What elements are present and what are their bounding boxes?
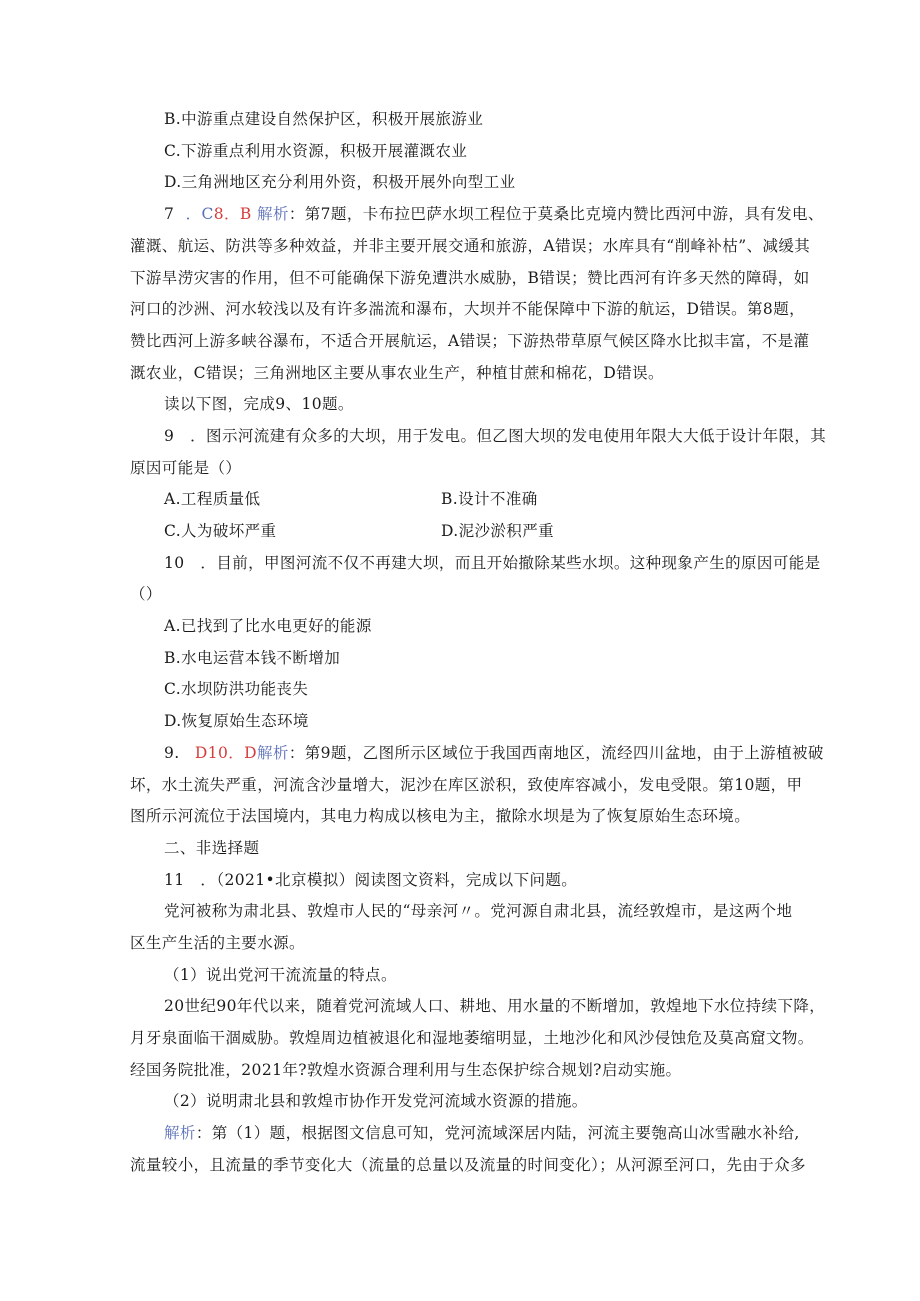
answer-9-10-key: D10．D [194, 744, 257, 762]
q9-option-b: B.设计不准确 [441, 490, 538, 508]
q11-answer-line1 [164, 1123, 800, 1143]
answer-9-10-label: 解析 [257, 744, 289, 762]
q11-subquestion-2: （2）说明肃北县和敦煌市协作开发党河流域水资源的措施。 [164, 1092, 588, 1110]
answer-7-8-line5: 赞比西河上游多峡谷瀑布，不适合开展航运，A错误；下游热带草原气候区降水比拟丰富，不是灌 [130, 332, 810, 350]
answer-7-key: ．C [185, 205, 214, 223]
q6-option-b: B.中游重点建设自然保护区，积极开展旅游业 [164, 110, 484, 128]
answer-7-8-line4: 河口的沙洲、河水较浅以及有许多湍流和瀑布，大坝并不能保障中下游的航运，D错误。第8题， [130, 300, 805, 318]
q11-subquestion-1: （1）说出党河干流流量的特点。 [164, 966, 397, 984]
answer-9-10-line1 [164, 743, 824, 763]
answer-9-10-line3: 图所示河流位于法国境内，其电力构成以核电为主，撤除水坝是为了恢复原始生态环境。 [130, 807, 751, 825]
answer-7-8-line1 [164, 204, 824, 224]
q11-material-2-line2: 月牙泉面临干涸威胁。敦煌周边植被退化和湿地萎缩明显，土地沙化和风沙侵蚀危及莫高窟文物。 [130, 1029, 814, 1047]
q10-option-c: C.水坝防洪功能丧失 [164, 680, 309, 698]
q11-material-2-line3: 经国务院批准，2021年?敦煌水资源合理利用与生态保护综合规划?启动实施。 [130, 1061, 682, 1079]
q6-option-c: C.下游重点利用水资源，积极开展灌溉农业 [164, 142, 468, 160]
answer-7-8-number: 7 [164, 205, 175, 223]
answer-9-10-text-1: ：第9题，乙图所示区域位于我国西南地区，流经四川盆地，由于上游植被破 [288, 744, 824, 762]
answer-9-10-number: 9. [164, 744, 180, 762]
q10-option-d: D.恢复原始生态环境 [164, 712, 309, 730]
answer-7-8-label: 解析 [257, 205, 289, 223]
q9-option-d: D.泥沙淤积严重 [441, 522, 555, 540]
q9-option-a: A.工程质量低 [164, 490, 261, 508]
q11-material-2-line1: 20世纪90年代以来，随着党河流域人口、耕地、用水量的不断增加，敦煌地下水位持续下降， [164, 997, 826, 1015]
intro-9-10: 读以下图，完成9、10题。 [164, 395, 354, 413]
answer-9-10-line2: 坏，水土流失严重，河流含沙量增大，泥沙在库区淤积，致使库容减小，发电受限。第10题，甲 [130, 776, 803, 794]
q6-option-d: D.三角洲地区充分利用外资，积极开展外向型工业 [164, 173, 516, 191]
section-heading: 二、非选择题 [164, 839, 260, 857]
q9-stem-line1: 9 ．图示河流建有众多的大坝，用于发电。但乙图大坝的发电使用年限大大低于设计年限，其 [164, 427, 827, 445]
q10-stem-line2: （） [130, 585, 162, 603]
q11-answer-line2: 流量较小，且流量的季节变化大（流量的总量以及流量的时间变化）；从河源至河口，先由于众多 [130, 1156, 806, 1174]
answer-8-key: 8．B [213, 205, 252, 223]
q10-option-a: A.已找到了比水电更好的能源 [164, 617, 372, 635]
q11-material-1-line1: 党河被称为肃北县、敦煌市人民的“母亲河〃。党河源自肃北县，流经敦煌市，是这两个地 [164, 902, 793, 920]
answer-7-8-line6: 溉农业，C错误；三角洲地区主要从事农业生产，种植甘蔗和棉花，D错误。 [130, 364, 664, 382]
q10-option-b: B.水电运营本钱不断增加 [164, 649, 341, 667]
q11-material-1-line2: 区生产生活的主要水源。 [130, 934, 305, 952]
answer-7-8-text-1: ：第7题，卡布拉巴萨水坝工程位于莫桑比克境内赞比西河中游，具有发电、 [288, 205, 824, 223]
answer-7-8-line3: 下游旱涝灾害的作用，但不可能确保下游免遭洪水威胁，B错误；赞比西河有许多天然的障碍，如 [130, 269, 810, 287]
q10-stem-line1: 10 ．目前，甲图河流不仅不再建大坝，而且开始撤除某些水坝。这种现象产生的原因可能是 [164, 554, 821, 572]
q11-answer-text-1: ：第（1）题，根据图文信息可知，党河流域深居内陆，河流主要匏高山冰雪融水补给, [195, 1124, 800, 1142]
q11-title: 11 ．（2021•北京模拟）阅读图文资料，完成以下问题。 [164, 871, 578, 889]
q9-option-c: C.人为破坏严重 [164, 522, 277, 540]
q11-answer-label: 解析 [164, 1124, 196, 1142]
q9-stem-line2: 原因可能是（） [130, 459, 242, 477]
answer-7-8-line2: 灌溉、航运、防洪等多种效益，并非主要开展交通和旅游，A错误；水库具有“削峰补枯”、减缓其 [130, 237, 811, 255]
